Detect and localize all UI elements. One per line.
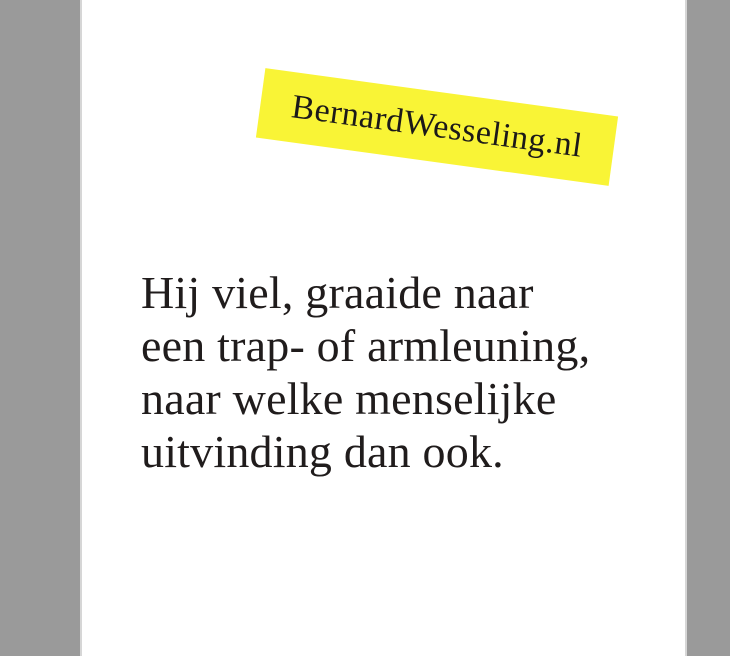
quote-line: een trap- of armleuning, bbox=[141, 320, 591, 371]
quote-line: uitvinding dan ook. bbox=[141, 426, 504, 477]
viewer-gutter-right bbox=[685, 0, 730, 656]
document-page bbox=[82, 0, 685, 656]
quote-line: naar welke menselijke bbox=[141, 373, 557, 424]
quote-line: Hij viel, graaide naar bbox=[141, 267, 534, 318]
viewer-gutter-left bbox=[0, 0, 82, 656]
site-banner bbox=[256, 68, 618, 186]
site-banner-text: BernardWesseling.nl bbox=[289, 88, 585, 165]
quote-text-block bbox=[141, 266, 590, 478]
